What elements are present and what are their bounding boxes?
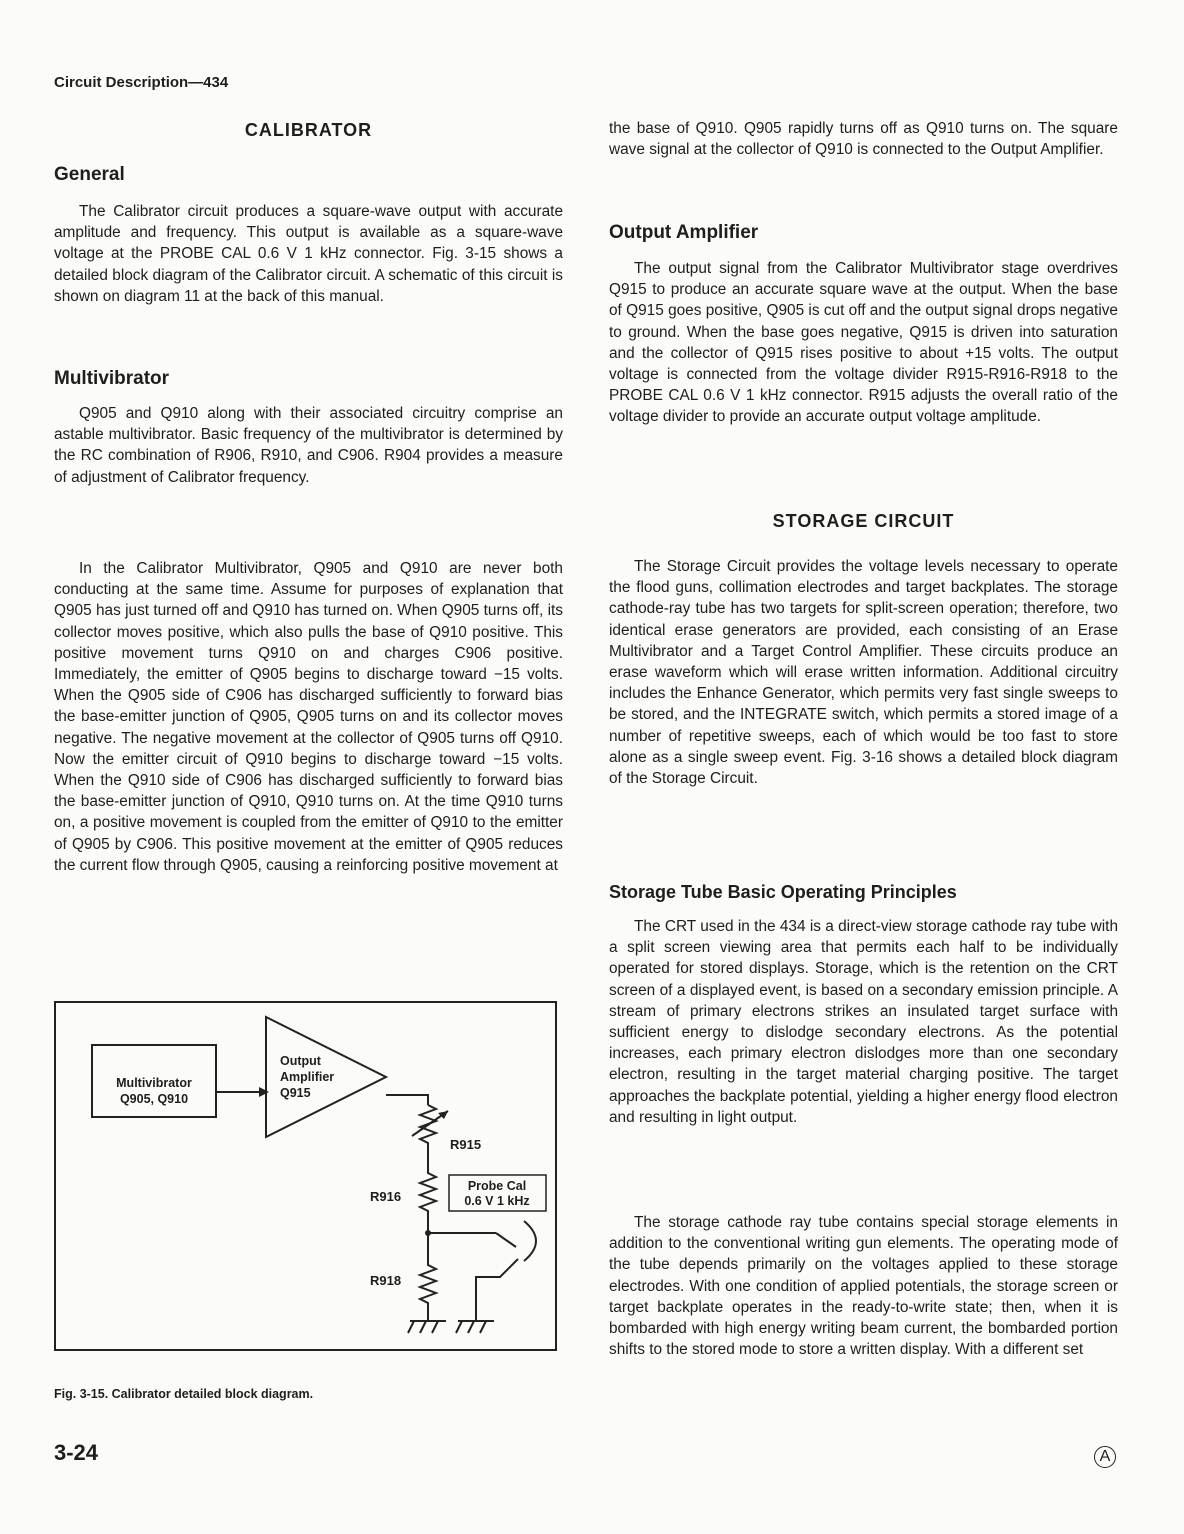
r915-resistor bbox=[420, 1105, 436, 1161]
signal-arrowhead bbox=[259, 1087, 269, 1097]
amplifier-label-3: Q915 bbox=[280, 1086, 311, 1100]
r918-resistor bbox=[420, 1233, 436, 1321]
storage-principles-paragraph-1: The CRT used in the 434 is a direct-view storage cathode ray tube with a split screen viewing area that permits each half to be individually operated for stored displays. Storage, which is the retention on the CRT screen of a displayed event, is based on a secondary emission principle. A stream of primary electrons strikes an insulated target surface with sufficient energy to dislodge secondary electrons. As the potential increases, each primary electron dislodges more than one secondary electron, resulting in the target material charging positive. The target approaches the backplate potential, yielding a higher energy flood electron and resulting in light output. bbox=[609, 918, 1118, 1126]
calibrator-title: CALIBRATOR bbox=[244, 120, 373, 140]
connector-arc bbox=[524, 1221, 536, 1261]
r916-resistor bbox=[420, 1161, 436, 1233]
ground-1-hatch bbox=[408, 1321, 414, 1333]
storage-principles-paragraph-2: The storage cathode ray tube contains special storage elements in addition to the conventional writing gun elements. The operating mode of the tube depends primarily on the voltages applied to these storage electrodes. With one condition of applied potentials, the storage screen or target backplate operates in the ready-to-write state; then, when it is bombarded with high energy writing beam current, the bombarded portion shifts to the stored mode to store a written display. With a different set bbox=[609, 1214, 1118, 1359]
r918-label: R918 bbox=[370, 1273, 402, 1288]
running-head: Circuit Description—434 bbox=[54, 74, 229, 91]
amp-output-wire bbox=[386, 1095, 428, 1105]
r915-label: R915 bbox=[450, 1137, 482, 1152]
multivibrator-paragraph-1: Q905 and Q910 along with their associated circuitry comprise an astable multivibrator. Basic frequency of the multivibrator is determined by the RC combination of R906, R910, and C906. R904 provides a measure of adjustment of Calibrator frequency. bbox=[54, 405, 563, 486]
figure-caption: Fig. 3-15. Calibrator detailed block diagram. bbox=[54, 1387, 314, 1401]
amplifier-label-1: Output bbox=[280, 1054, 321, 1068]
general-heading: General bbox=[54, 164, 125, 185]
revision-mark: A bbox=[1094, 1446, 1116, 1468]
diagram-svg bbox=[56, 1003, 559, 1353]
storage-intro-paragraph: The Storage Circuit provides the voltage levels necessary to operate the flood guns, collimation electrodes and target backplates. The storage cathode-ray tube has two targets for split-screen operation; therefore, two identical erase generators are provided, each consisting of an Erase Multivibrator and a Target Control Amplifier. These circuits produce an erase waveform which will erase written information. Additional circuitry includes the Enhance Generator, which permits very fast single sweeps to be stored, and the INTEGRATE switch, which permits a stored image of a number of repetitive sweeps, each of which would be too fast to store alone as a single sweep event. Fig. 3-16 shows a detailed block diagram of the Storage Circuit. bbox=[609, 558, 1118, 788]
storage-title: STORAGE CIRCUIT bbox=[772, 511, 955, 531]
r916-label: R916 bbox=[370, 1189, 402, 1204]
multivibrator-label-2: Q905, Q910 bbox=[119, 1092, 189, 1106]
multivibrator-label-1: Multivibrator bbox=[116, 1076, 192, 1090]
probe-label-1: Probe Cal bbox=[467, 1179, 527, 1193]
ground-2-hatch bbox=[456, 1321, 462, 1333]
calibrator-block-diagram bbox=[54, 1001, 557, 1351]
connector-center bbox=[496, 1233, 516, 1247]
general-paragraph: The Calibrator circuit produces a square-wave output with accurate amplitude and frequency. This output is available as a square-wave voltage at the PROBE CAL 0.6 V 1 kHz connector. Fig. 3-15 shows a detailed block diagram of the Calibrator circuit. A schematic of this circuit is shown on diagram 11 at the back of this manual. bbox=[54, 203, 563, 305]
multivibrator-heading: Multivibrator bbox=[54, 368, 170, 389]
output-amplifier-paragraph: The output signal from the Calibrator Multivibrator stage overdrives Q915 to produce an accurate square wave at the output. When the base of Q915 goes positive, Q905 is cut off and the output signal drops negative to ground. When the base goes negative, Q915 is driven into saturation and the collector of Q915 rises positive to about +15 volts. The output voltage is connected from the voltage divider R915-R916-R918 to the PROBE CAL 0.6 V 1 kHz connector. R915 adjusts the overall ratio of the voltage divider to provide an accurate output voltage amplitude. bbox=[609, 260, 1118, 426]
multivibrator-paragraph-3: the base of Q910. Q905 rapidly turns off as Q910 turns on. The square wave signal at the collector of Q910 is connected to the Output Amplifier. bbox=[609, 120, 1118, 159]
page-number: 3-24 bbox=[54, 1440, 99, 1465]
junction-dot bbox=[425, 1230, 431, 1236]
storage-principles-heading: Storage Tube Basic Operating Principles bbox=[609, 882, 957, 902]
multivibrator-paragraph-2: In the Calibrator Multivibrator, Q905 and Q910 are never both conducting at the same time. Assume for purposes of explanation that Q905 has just turned off and Q910 has turned on. When Q905 turns off, its collector moves positive, which also pulls the base of Q910 positive. This positive movement turns Q910 on and charges C906 positive. Immediately, the emitter of Q905 begins to discharge toward −15 volts. When the Q905 side of C906 has discharged sufficiently to forward bias the base-emitter junction of Q905, Q905 turns on and its collector moves negative. The negative movement at the collector of Q905 turns off Q910. Now the emitter circuit of Q910 begins to discharge toward −15 volts. When the Q910 side of C906 has discharged sufficiently to forward bias the base-emitter junction of Q910, Q910 turns on. At the time Q910 turns on, a positive movement is coupled from the emitter of Q910 to the emitter of Q905 by C906. This positive movement at the emitter of Q905 reduces the current flow through Q905, causing a reinforcing positive movement at bbox=[54, 560, 563, 874]
connector-shield bbox=[476, 1259, 518, 1321]
probe-label-2: 0.6 V 1 kHz bbox=[464, 1194, 530, 1208]
output-amplifier-heading: Output Amplifier bbox=[609, 222, 759, 243]
amplifier-label-2: Amplifier bbox=[280, 1070, 335, 1084]
